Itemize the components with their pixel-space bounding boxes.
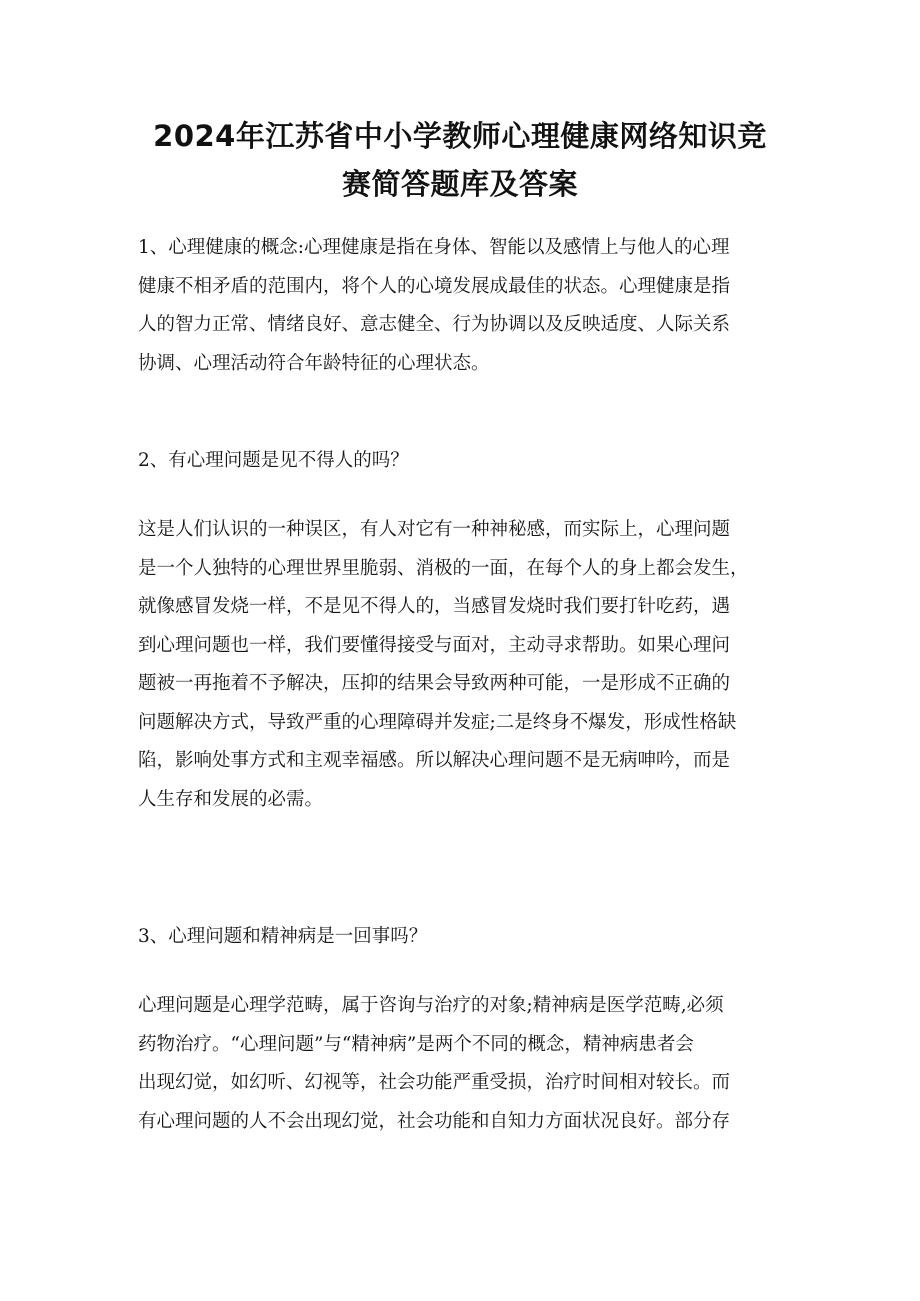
text-line: 到心理问题也一样，我们要懂得接受与面对，主动寻求帮助。如果心理问 <box>138 634 731 656</box>
question-text: 2、有心理问题是见不得人的吗？ <box>138 450 409 471</box>
text-line: 陷，影响处事方式和主观幸福感。所以解决心理问题不是无病呻吟，而是 <box>138 750 731 771</box>
text-line: 就像感冒发烧一样，不是见不得人的，当感冒发烧时我们要打针吃药，遇 <box>138 596 731 617</box>
q2-question <box>138 442 790 481</box>
text-line: 健康不相矛盾的范围内，将个人的心境发展成最佳的状态。心理健康是指 <box>138 275 731 297</box>
title-line-1: 2024年江苏省中小学教师心理健康网络知识竞 <box>153 119 767 153</box>
q3-question <box>138 918 790 957</box>
text-line: 题被一再拖着不予解决，压抑的结果会导致两种可能，一是形成不正确的 <box>138 673 731 694</box>
text-line: 问题解决方式，导致严重的心理障碍并发症;二是终身不爆发，形成性格缺 <box>138 711 737 733</box>
text-line: 是一个人独特的心理世界里脆弱、消极的一面，在每个人的身上都会发生， <box>138 557 749 579</box>
title-line-2: 赛简答题库及答案 <box>341 167 578 201</box>
text-line: 药物治疗。“心理问题”与“精神病”是两个不同的概念，精神病患者会 <box>138 1033 694 1055</box>
text-line: 人的智力正常、情绪良好、意志健全、行为协调以及反映适度、人际关系 <box>138 314 731 335</box>
text-line: 出现幻觉，如幻听、幻视等，社会功能严重受损，治疗时间相对较长。而 <box>138 1072 731 1093</box>
text-line: 协调、心理活动符合年龄特征的心理状态。 <box>138 352 490 374</box>
text-line: 有心理问题的人不会出现幻觉，社会功能和自知力方面状况良好。部分存 <box>138 1110 731 1132</box>
q2-answer <box>138 511 790 819</box>
question-text: 3、心理问题和精神病是一回事吗？ <box>138 926 428 947</box>
q3-answer <box>138 987 790 1141</box>
text-line: 1、心理健康的概念:心理健康是指在身体、智能以及感情上与他人的心理 <box>138 237 730 258</box>
text-line: 人生存和发展的必需。 <box>138 788 324 810</box>
text-line: 心理问题是心理学范畴，属于咨询与治疗的对象;精神病是医学范畴,必须 <box>138 995 724 1016</box>
text-line: 这是人们认识的一种误区，有人对它有一种神秘感，而实际上，心理问题 <box>138 519 731 540</box>
document-title <box>100 112 820 208</box>
q1-paragraph <box>138 229 790 383</box>
